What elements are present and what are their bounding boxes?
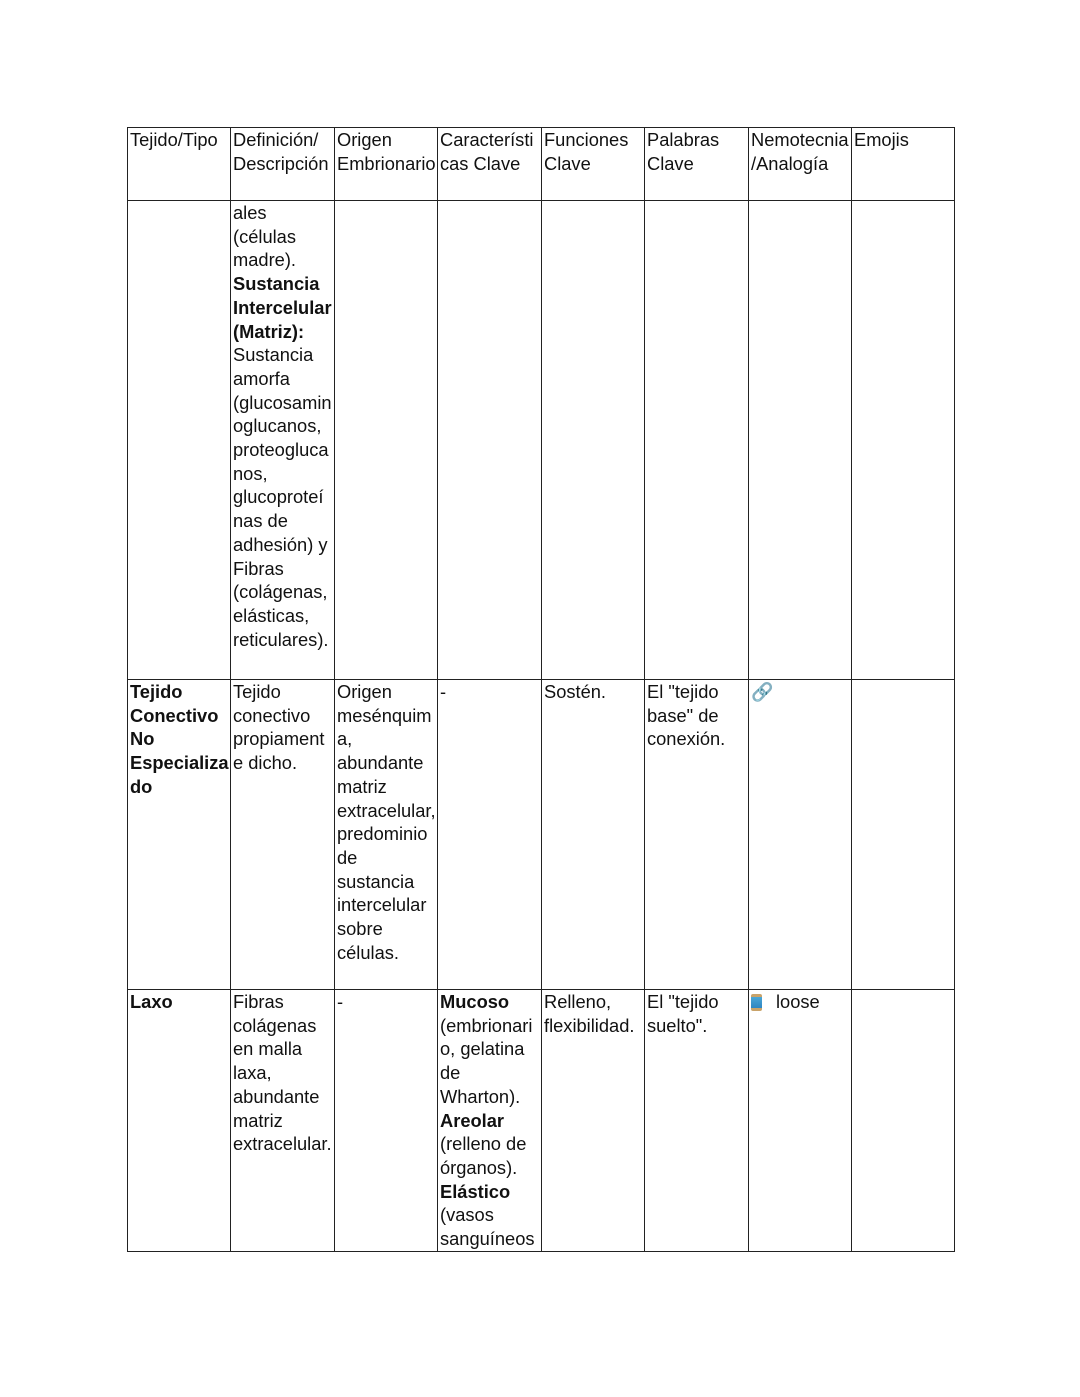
cell-caracteristicas: -: [438, 680, 542, 990]
cell-origen: [335, 201, 438, 680]
header-tipo: Tejido/Tipo: [128, 128, 231, 201]
cell-funciones: Relleno, flexibilidad.: [542, 990, 645, 1252]
definicion-bold: Sustancia Intercelular (Matriz):: [233, 273, 332, 342]
cell-tipo: [128, 201, 231, 680]
cell-funciones: Sostén.: [542, 680, 645, 990]
cell-caracteristicas: [438, 201, 542, 680]
areolar-label: Areolar: [440, 1109, 505, 1131]
cell-funciones: [542, 201, 645, 680]
cell-palabras: El "tejido suelto".: [645, 990, 749, 1252]
cell-palabras: [645, 201, 749, 680]
cell-emojis: [852, 990, 955, 1252]
definicion-text-2: Sustancia amorfa (glucosaminoglucanos, proteoglucanos, glucoproteínas de adhesión) y Fibras (colágenas, elásticas, reticulares).: [233, 344, 332, 650]
cell-caracteristicas: [438, 990, 542, 1252]
cell-origen: -: [335, 990, 438, 1252]
header-nemotecnia: Nemotecnia/Analogía: [749, 128, 852, 201]
table-row-continued: [128, 201, 955, 680]
cell-tipo: Laxo: [128, 990, 231, 1252]
header-origen: Origen Embrionario: [335, 128, 438, 201]
areolar-text: (relleno de órganos).: [440, 1133, 527, 1178]
header-definicion: Definición/ Descripción: [231, 128, 335, 201]
link-icon: 🔗: [751, 682, 774, 703]
header-emojis: Emojis: [852, 128, 955, 201]
cell-definicion: Tejido conectivo propiamente dicho.: [231, 680, 335, 990]
header-palabras: Palabras Clave: [645, 128, 749, 201]
cell-origen: Origen mesénquima, abundante matriz extracelular, predominio de sustancia intercelular sobre células.: [335, 680, 438, 990]
elastico-text: (vasos sanguíneos: [440, 1204, 535, 1250]
elastico-label: Elástico: [440, 1180, 511, 1202]
cell-nemotecnia: [749, 680, 852, 990]
cell-emojis: [852, 680, 955, 990]
cell-tipo: Tejido Conectivo No Especializado: [128, 680, 231, 990]
cell-definicion: Fibras colágenas en malla laxa, abundante matriz extracelular.: [231, 990, 335, 1252]
cell-nemotecnia: [749, 201, 852, 680]
cell-palabras: El "tejido base" de conexión.: [645, 680, 749, 990]
table-row-laxo: [128, 990, 955, 1252]
header-row: [128, 128, 955, 201]
header-caracteristicas: Características Clave: [438, 128, 542, 201]
tejido-conectivo-table: [127, 127, 955, 1252]
definicion-text-1: ales (células madre).: [233, 202, 296, 271]
mucoso-text: (embrionario, gelatina de Wharton).: [440, 1014, 533, 1107]
cell-nemotecnia: [749, 990, 852, 1252]
mucoso-label: Mucoso: [440, 991, 510, 1012]
table-row-no-especializado: [128, 680, 955, 990]
cell-emojis: [852, 201, 955, 680]
header-funciones: Funciones Clave: [542, 128, 645, 201]
cell-definicion: [231, 201, 335, 680]
thread-spool-icon: [751, 994, 762, 1011]
nemotecnia-text: loose: [776, 991, 820, 1012]
